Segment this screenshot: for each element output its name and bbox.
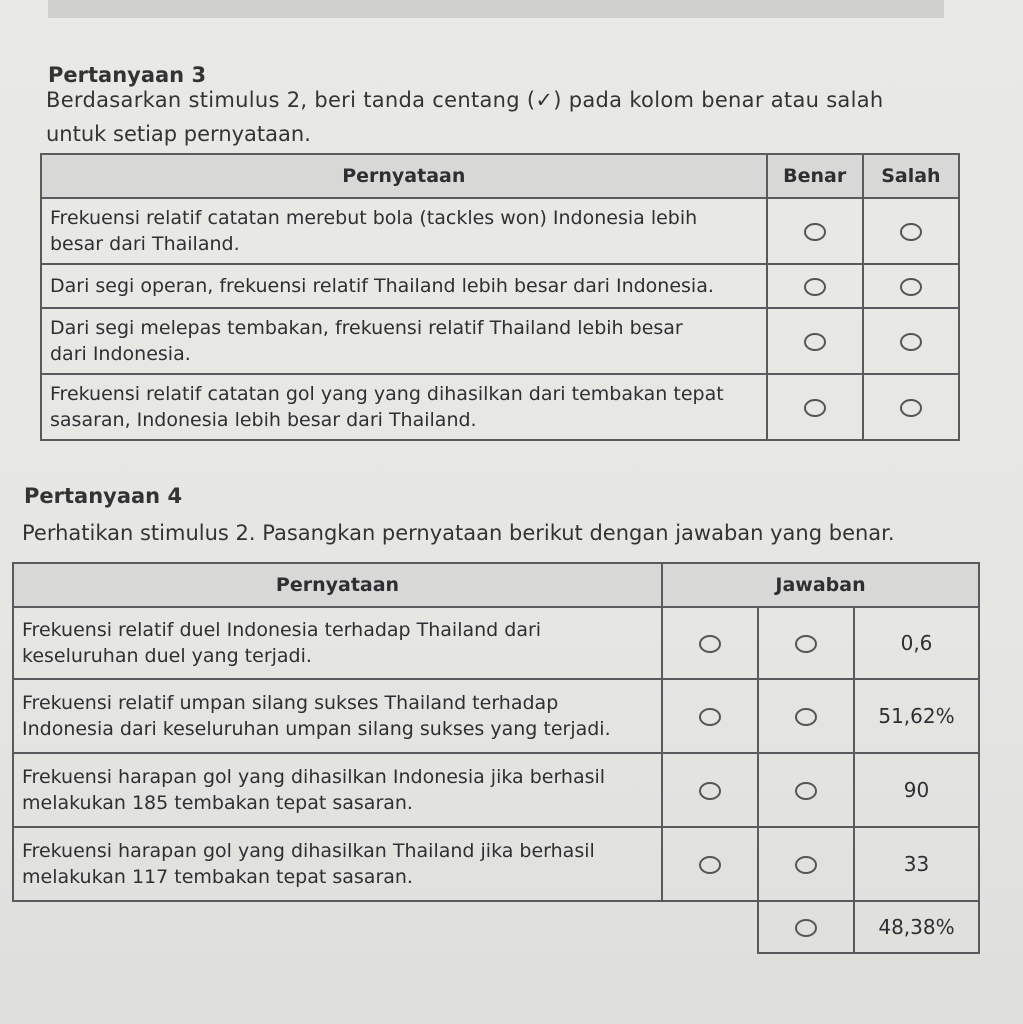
radio-circle-icon[interactable] <box>699 856 721 874</box>
statement-line: besar dari Thailand. <box>50 233 240 255</box>
statement-connector-cell[interactable] <box>662 753 758 827</box>
statement-cell <box>13 827 662 901</box>
false-option-cell[interactable] <box>863 264 959 308</box>
statement-line: melakukan 117 tembakan tepat sasaran. <box>22 866 413 888</box>
true-option-cell[interactable] <box>767 374 863 440</box>
header-true: Benar <box>767 154 863 198</box>
table-row <box>13 607 979 679</box>
statement-line: keseluruhan duel yang terjadi. <box>22 645 312 667</box>
header-false: Salah <box>863 154 959 198</box>
question-3-instruction-line2: untuk setiap pernyataan. <box>46 122 311 146</box>
table-row <box>41 264 959 308</box>
statement-line: dari Indonesia. <box>50 343 191 365</box>
question-4-table <box>12 562 980 954</box>
statement-line: Indonesia dari keseluruhan umpan silang sukses yang terjadi. <box>22 718 611 740</box>
previous-section-band <box>48 0 944 18</box>
header-answer: Jawaban <box>662 563 979 607</box>
statement-line: Frekuensi relatif umpan silang sukses Thailand terhadap <box>22 692 559 714</box>
statement-cell <box>41 198 767 264</box>
table-row <box>41 308 959 374</box>
header-statement: Pernyataan <box>13 563 662 607</box>
header-statement: Pernyataan <box>41 154 767 198</box>
statement-line: Frekuensi relatif duel Indonesia terhadap Thailand dari <box>22 619 542 641</box>
answer-connector-cell[interactable] <box>758 679 854 753</box>
table-row <box>13 679 979 753</box>
radio-circle-icon[interactable] <box>804 278 826 296</box>
question-3-table <box>40 153 960 441</box>
statement-line: Frekuensi harapan gol yang dihasilkan Indonesia jika berhasil <box>22 766 606 788</box>
radio-circle-icon[interactable] <box>795 782 817 800</box>
statement-cell <box>41 374 767 440</box>
radio-circle-icon[interactable] <box>795 856 817 874</box>
statement-cell <box>41 308 767 374</box>
table-header-row <box>13 563 979 607</box>
false-option-cell[interactable] <box>863 308 959 374</box>
radio-circle-icon[interactable] <box>900 278 922 296</box>
statement-line: Dari segi operan, frekuensi relatif Thailand lebih besar dari Indonesia. <box>50 275 714 297</box>
empty-cell <box>13 901 662 953</box>
radio-circle-icon[interactable] <box>795 708 817 726</box>
true-option-cell[interactable] <box>767 198 863 264</box>
radio-circle-icon[interactable] <box>900 333 922 351</box>
question-4-title: Pertanyaan 4 <box>24 484 183 508</box>
statement-connector-cell[interactable] <box>662 679 758 753</box>
answer-value: 0,6 <box>854 607 979 679</box>
false-option-cell[interactable] <box>863 198 959 264</box>
true-option-cell[interactable] <box>767 264 863 308</box>
statement-line: sasaran, Indonesia lebih besar dari Thailand. <box>50 409 477 431</box>
statement-line: Frekuensi harapan gol yang dihasilkan Thailand jika berhasil <box>22 840 595 862</box>
table-row <box>13 753 979 827</box>
radio-circle-icon[interactable] <box>804 333 826 351</box>
radio-circle-icon[interactable] <box>900 399 922 417</box>
question-3-title: Pertanyaan 3 <box>48 63 207 87</box>
answer-connector-cell[interactable] <box>758 607 854 679</box>
radio-circle-icon[interactable] <box>795 635 817 653</box>
radio-circle-icon[interactable] <box>804 399 826 417</box>
answer-value: 33 <box>854 827 979 901</box>
false-option-cell[interactable] <box>863 374 959 440</box>
answer-connector-cell[interactable] <box>758 901 854 953</box>
radio-circle-icon[interactable] <box>699 782 721 800</box>
radio-circle-icon[interactable] <box>699 708 721 726</box>
table-row <box>13 901 979 953</box>
table-row <box>13 827 979 901</box>
radio-circle-icon[interactable] <box>804 223 826 241</box>
statement-line: Frekuensi relatif catatan merebut bola (tackles won) Indonesia lebih <box>50 207 698 229</box>
question-4-instruction: Perhatikan stimulus 2. Pasangkan pernyataan berikut dengan jawaban yang benar. <box>22 521 895 545</box>
answer-value: 51,62% <box>854 679 979 753</box>
statement-cell <box>41 264 767 308</box>
statement-cell <box>13 607 662 679</box>
statement-connector-cell[interactable] <box>662 827 758 901</box>
statement-line: Frekuensi relatif catatan gol yang yang dihasilkan dari tembakan tepat <box>50 383 724 405</box>
answer-value: 90 <box>854 753 979 827</box>
table-header-row <box>41 154 959 198</box>
answer-value: 48,38% <box>854 901 979 953</box>
radio-circle-icon[interactable] <box>900 223 922 241</box>
statement-cell <box>13 753 662 827</box>
table-row <box>41 198 959 264</box>
table-row <box>41 374 959 440</box>
answer-connector-cell[interactable] <box>758 827 854 901</box>
radio-circle-icon[interactable] <box>699 635 721 653</box>
empty-cell <box>662 901 758 953</box>
question-3-instruction-line1: Berdasarkan stimulus 2, beri tanda centang (✓) pada kolom benar atau salah <box>46 88 884 112</box>
statement-line: Dari segi melepas tembakan, frekuensi relatif Thailand lebih besar <box>50 317 683 339</box>
statement-connector-cell[interactable] <box>662 607 758 679</box>
statement-cell <box>13 679 662 753</box>
true-option-cell[interactable] <box>767 308 863 374</box>
answer-connector-cell[interactable] <box>758 753 854 827</box>
statement-line: melakukan 185 tembakan tepat sasaran. <box>22 792 413 814</box>
radio-circle-icon[interactable] <box>795 919 817 937</box>
